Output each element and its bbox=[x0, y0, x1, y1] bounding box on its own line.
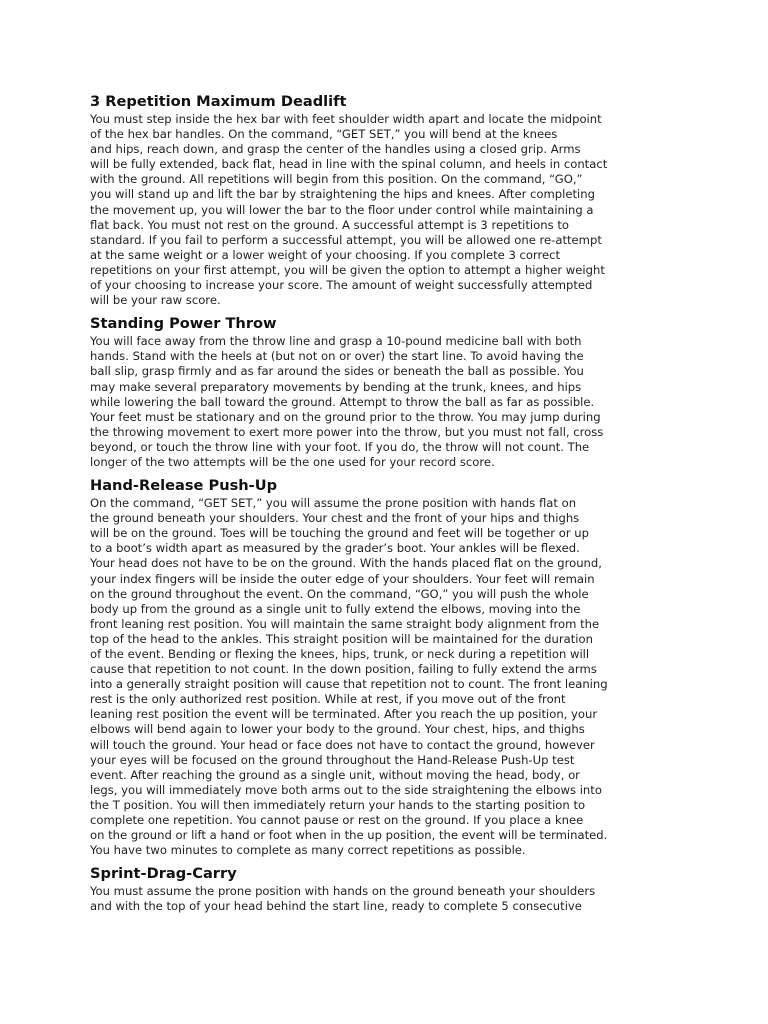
section-sprint-drag-carry bbox=[90, 864, 655, 914]
text-line: hands. Stand with the heels at (but not on or over) the start line. To avoid having the bbox=[90, 349, 584, 364]
text-line: standard. If you fail to perform a successful attempt, you will be allowed one re-attempt bbox=[90, 232, 602, 247]
text-line: cause that repetition to not count. In the down position, failing to fully extend the arms bbox=[90, 662, 597, 677]
text-line: beyond, or touch the throw line with your foot. If you do, the throw will not count. The bbox=[90, 439, 590, 454]
text-line: ball slip, grasp firmly and as far around the sides or beneath the ball as possible. You bbox=[90, 364, 584, 379]
text-line: you will stand up and lift the bar by straightening the hips and knees. After completing bbox=[90, 187, 595, 202]
text-line: with the ground. All repetitions will begin from this position. On the command, “GO,” bbox=[90, 172, 583, 187]
text-line: and hips, reach down, and grasp the center of the handles using a closed grip. Arms bbox=[90, 142, 581, 157]
text-line: longer of the two attempts will be the one used for your record score. bbox=[90, 454, 495, 469]
section-standing-power-throw bbox=[90, 314, 655, 470]
text-line: You have two minutes to complete as many correct repetitions as possible. bbox=[90, 843, 526, 858]
text-line: Your head does not have to be on the ground. With the hands placed flat on the ground, bbox=[90, 556, 602, 571]
text-line: of your choosing to increase your score. The amount of weight successfully attempted bbox=[90, 278, 593, 293]
text-line: leaning rest position the event will be terminated. After you reach the up position, your bbox=[90, 707, 598, 722]
text-line: will be your raw score. bbox=[90, 293, 221, 308]
section-body bbox=[90, 112, 655, 308]
text-line: elbows will bend again to lower your body to the ground. Your chest, hips, and thighs bbox=[90, 722, 585, 737]
text-line: You must step inside the hex bar with feet shoulder width apart and locate the midpoint bbox=[90, 112, 602, 126]
text-line: legs, you will immediately move both arms out to the side straightening the elbows into bbox=[90, 782, 602, 797]
text-line: the movement up, you will lower the bar to the floor under control while maintaining a bbox=[90, 202, 594, 217]
section-body bbox=[90, 496, 655, 858]
text-line: of the hex bar handles. On the command, “GET SET,” you will bend at the knees bbox=[90, 127, 558, 142]
text-line: You will face away from the throw line and grasp a 10-pound medicine ball with both bbox=[90, 334, 582, 349]
text-line: will be fully extended, back flat, head in line with the spinal column, and heels in contact bbox=[90, 157, 608, 172]
section-hand-release-push-up bbox=[90, 476, 655, 858]
text-line: of the event. Bending or flexing the knees, hips, trunk, or neck during a repetition will bbox=[90, 647, 590, 661]
text-line: top of the head to the ankles. This straight position will be maintained for the duration bbox=[90, 631, 593, 646]
text-line: the T position. You will then immediately return your hands to the starting position to bbox=[90, 797, 586, 812]
text-line: on the ground or lift a hand or foot when in the up position, the event will be terminated. bbox=[90, 828, 608, 843]
text-line: front leaning rest position. You will maintain the same straight body alignment from the bbox=[90, 616, 600, 631]
text-line: Your feet must be stationary and on the ground prior to the throw. You may jump during bbox=[90, 409, 601, 424]
text-line: You must assume the prone position with hands on the ground beneath your shoulders bbox=[90, 884, 596, 899]
text-line: your index fingers will be inside the outer edge of your shoulders. Your feet will remain bbox=[90, 571, 595, 586]
text-line: event. After reaching the ground as a single unit, without moving the head, body, or bbox=[90, 767, 580, 782]
text-line: will be on the ground. Toes will be touching the ground and feet will be together or up bbox=[90, 526, 589, 541]
text-line: and with the top of your head behind the start line, ready to complete 5 consecutive bbox=[90, 899, 582, 914]
text-line: your eyes will be focused on the ground throughout the Hand-Release Push-Up test bbox=[90, 752, 575, 767]
text-line: will touch the ground. Your head or face does not have to contact the ground, however bbox=[90, 737, 595, 752]
section-deadlift bbox=[90, 92, 655, 308]
document-page bbox=[90, 92, 655, 921]
section-heading: Hand-Release Push-Up bbox=[90, 477, 278, 495]
text-line: complete one repetition. You cannot pause or rest on the ground. If you place a knee bbox=[90, 813, 584, 828]
text-line: rest is the only authorized rest position. While at rest, if you move out of the front bbox=[90, 692, 566, 707]
text-line: the ground beneath your shoulders. Your chest and the front of your hips and thighs bbox=[90, 511, 580, 526]
text-line: while lowering the ball toward the ground. Attempt to throw the ball as far as possible. bbox=[90, 394, 595, 409]
text-line: at the same weight or a lower weight of your choosing. If you complete 3 correct bbox=[90, 247, 561, 262]
text-line: may make several preparatory movements by bending at the trunk, knees, and hips bbox=[90, 379, 582, 394]
section-body bbox=[90, 884, 655, 914]
text-line: the throwing movement to exert more power into the throw, but you must not fall, cross bbox=[90, 424, 604, 439]
section-heading: 3 Repetition Maximum Deadlift bbox=[90, 93, 347, 110]
section-heading: Standing Power Throw bbox=[90, 315, 277, 333]
text-line: flat back. You must not rest on the ground. A successful attempt is 3 repetitions to bbox=[90, 217, 569, 232]
text-line: body up from the ground as a single unit to fully extend the elbows, moving into the bbox=[90, 601, 581, 616]
text-line: on the ground throughout the event. On the command, “GO,” you will push the whole bbox=[90, 586, 589, 601]
text-line: into a generally straight position will cause that repetition not to count. The front leaning bbox=[90, 677, 608, 692]
text-line: On the command, “GET SET,” you will assume the prone position with hands flat on bbox=[90, 496, 577, 511]
section-body bbox=[90, 334, 655, 470]
section-heading: Sprint-Drag-Carry bbox=[90, 865, 237, 883]
text-line: to a boot’s width apart as measured by the grader’s boot. Your ankles will be flexed. bbox=[90, 541, 580, 556]
text-line: repetitions on your first attempt, you will be given the option to attempt a higher weight bbox=[90, 262, 605, 277]
